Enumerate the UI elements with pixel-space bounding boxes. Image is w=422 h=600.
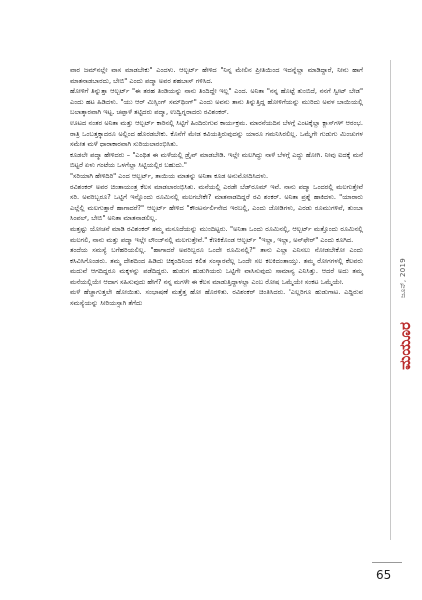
magazine-logo: ಮಯೂರ bbox=[396, 322, 414, 370]
paragraph: "ಸರಿಯಾಗಿ ಹೇಳಿದಿರಿ" ಎಂದ ಆಲ್ಬರ್ಟ್, ತಾಯಿಯ ಮಾತನ್ನು ಅನಿತಾ ಕೂಡ ಅನುಮೋದಿಸಿದಳು. bbox=[70, 171, 269, 180]
paragraph: ವಾರ ಜಮ್‌ನಲ್ಲೇ ವಾಸ ಮಾಡಬೇಕು" ಎಂದಳು. ಆಲ್ಬರ್ಟ್ ಹೇಳಿದ "ನಿನ್ನ ಮೇಲಿನ ಪ್ರೀತಿಯಿಂದ ಇದನ್ನೆಲ್ಲಾ ಮಾಡಿದ್ದಾರೆ, ನೀನು ಹಾಗೆ ಮಾತನಾಡಬಾರದು, ಬೇಬಿ" ಎಂದು ಪದ್ಮಾ ಅವರ ಶಹಬಾಸ್ ಗಳಿಸಿದ. bbox=[70, 66, 363, 85]
paragraph: ತಂದೆಯ ಸಮಸ್ಯೆ ಬಗೆಹರಿಯಲಿಲ್ಲ. "ಹಾಗಾದರೆ ಅವರಿಬ್ಬರೂ ಒಂದೇ ರೂಮಿನಲ್ಲಿ?" ತಾನು ಎಲ್ಲಾ ಎನಿಸಲು ನೋಡಬೇಕೋ ಎಂದು ಕಸಿವಿಸಿಗೊಂಡರು. ತಮ್ಮ ದೇಶದಿಂದ ಹಿಡಿದು ಚಿಕ್ಕಂದಿನಿಂದ ಕಲಿತ ಸಂಸ್ಕಾರವೆಲ್ಲ ಒಂದೇ ಸಲ ಕಲಕಿದಂತಾಯ್ತು. ತಮ್ಮ ರೋಗಗಳಲ್ಲಿ ಕೆಲವರು ಮದುವೆ ಆಗದಿದ್ದರೂ ಮಕ್ಕಳನ್ನು ಪಡೆದಿದ್ದರು. ಹುಡುಗ ಹುಡುಗಿಯರು ಒಟ್ಟಿಗೇ ವಾಸಿಸುವುದು ಸಾಮಾನ್ಯ ಎನಿಸಿತ್ತು. ಆದರೆ ಅದು ತಮ್ಮ ಮನೆಯಲ್ಲಿಯೇ ಆದಾಗ ಸಹಿಸುವುದು ಹೇಗೆ? ನನ್ನ ಮಗಳೇ ಈ ಕೆಲಸ ಮಾಡುತ್ತಿದ್ದಾಳಲ್ಲಾ ಎಂಬ ರೋಷ ಒಮ್ಮೆಯೇ ಸಂಕಟ ಒಮ್ಮೆಯೇ. bbox=[70, 246, 363, 286]
paragraph: ರವಿಶಂಕರ್ ಅವರ ಚಿಂತಾಯಂತ್ರ ಕೆಲಸ ಮಾಡಲಾರಂಭಿಸಿತು. ಮನೆಯಲ್ಲಿ ಎರಡೇ ಬೆಡ್‌ರೂಮ್ ಇವೆ. ನಾನು ಪದ್ಮಾ ಒಂದರಲ್ಲಿ ಮಲಗುತ್ತೇವೆ ಸರಿ. ಅವರಿಬ್ಬರೂ? ಒಟ್ಟಿಗೆ ಇನ್ನೊಂದು ರೂಮಿನಲ್ಲಿ ಮಲಗಬೇಕೇ? ಮಾತನಾಡದಿದ್ದರೆ ರವಿ ಶಂಕರ್. ಅನಿತಾ ಪ್ರಶ್ನೆ ಹಾಕಿದಳು. "ಯಾರಾರು ಎಲ್ಲೆಲ್ಲಿ ಮಲಗುತ್ತಾರೆ ಹಾಗಾದರೆ?" ಆಲ್ಬರ್ಟ್ ಹೇಳಿದ "ಕೌಂಟರ್ನರ್ಲಿನೇದ ಇರಬಲ್ಲಿ, ಎಂದು ಜೋಡಿಗಳು, ಎರಡು ರೂಮುಗಳಿವೆ, ತುಂಬಾ ಸಿಂಪಲ್, ಬೇಬಿ" ಅನಿತಾ ಮಾತನಾಡಲಿಲ್ಲ. bbox=[70, 182, 363, 223]
paragraph: ಮತ್ತಷ್ಟು ಯೋಚನೆ ಮಾಡಿ ರವಿಶಂಕರ್ ತಮ್ಮ ಮಸೂದೆಯನ್ನು ಮುಂದಿಟ್ಟರು. "ಅನಿತಾ ಒಂದು ರೂಮಿನಲ್ಲಿ, ಆಲ್ಬರ್ಟ್ ಮತ್ತೊಂದು ರೂಮಿನಲ್ಲಿ ಮಲಗಲಿ, ನಾನು ಮತ್ತು ಪದ್ಮಾ ಇಲ್ಲೇ ಲೌಂಜ್‌ನಲ್ಲಿ ಮಲಗುತ್ತೇವೆ." ಕೆಣಕಿಕೊಂಡ ಆಲ್ಬರ್ಟ್ "ಇಲ್ಲಾ, ಇಲ್ಲಾ, ಅನ್‌ಫೇರ್" ಎಂದು ಕೂಗಿದ. bbox=[70, 224, 363, 244]
paragraph: ಮಳೆ ಹೆಚ್ಚಾಗುತ್ತಲೇ ಹೋಯಿತು. ಸಂಭಾಷಣೆ ಮತ್ತೆತ್ತ ಹೋ ಹೊರಳಿತು. ರವಿಶಂಕರ್ ಚಿಂತಿಸಿದರು. 'ಎಲ್ಲರಿಗೂ ಹುಡುಗಾಟ. ಎದ್ದಿರುವ ಸಮಸ್ಯೆಯನ್ನು ಸೀರಿಯಸ್ಸಾಗಿ ತೆಗೆದು bbox=[70, 288, 363, 308]
issue-date: ಜೂನ್, 2019 bbox=[399, 258, 407, 298]
page-number-divider bbox=[372, 562, 402, 563]
paragraph: ಹೋಳಿಗೆ ತಿನ್ನುತ್ತಾ ಆಲ್ಬರ್ಟ್ "ಈ ತರಹ ತಿಂಡಿಯನ್ನು ನಾನು ತಿಂದಿದ್ದೇ ಇಲ್ಲ" ಎಂದ. ಅನಿತಾ "ನನ್ನ ಹೊಟ್ಟೆ ತುಂಬಿದೆ, ನನಗೆ ಸ್ವೀಟ್ ಬೇಡ" ಎಂದು ಹಟ ಹಿಡಿದಳು. "ಯು ಆರ್ ಮಿಸ್ಸಿಂಗ್ ಸಮ್‌ಥಿಂಗ್" ಎಂದು ಅವನು ತಾನು ತಿನ್ನುತ್ತಿದ್ದ ಹೋಳಿಗೆಯನ್ನು ಮುರಿದು ಅವಳ ಬಾಯಿಯಲ್ಲಿ ಬಲಾತ್ಕಾರವಾಗಿ ಇಟ್ಟ. ಚಪ್ಪಾಳೆ ತಟ್ಟಿದರು ಪದ್ಮಾ, ಉದ್ವಿಗ್ನರಾದರು ರವಿಶಂಕರ್. bbox=[70, 87, 363, 117]
article-body bbox=[70, 65, 363, 309]
sidebar-divider bbox=[390, 60, 391, 540]
page-sidebar bbox=[386, 0, 422, 600]
page-number: 65 bbox=[376, 568, 392, 582]
paragraph: ಊಟದ ನಂತರ ಅನಿತಾ ಮತ್ತು ಆಲ್ಬರ್ಟ್ ಕಾರಿನಲ್ಲಿ ಸಿಟ್ಟಿಗೆ ಹಿಂದಿರುಗುವ ಕಾರ್ಯಕ್ರಮ. ಮಾರನೆಯದಿನ ಬೆಳಗ್ಗೆ ಎಂಟಕ್ಕೆಲ್ಲಾ ಕ್ಲಾಸ್‌ಗಳ್ ಆರಂಭ. ರಾತ್ರಿ ಒಂಬತ್ತಕ್ಕಾದರೂ ಅಲ್ಲಿಂದ ಹೊರಡಬೇಕು. ಕೊನೆಗೆ ಮೇಡ ಕವಿಯತ್ತಿರುವುದನ್ನು ಯಾರೂ ಗಮನಿಸಿರಲಿಲ್ಲ. ಒಮ್ಮೆಗೇ ಗುಡುಗು ಮಿಂಚುಗಳ ಸಮೇತ ಮಳೆ ಧಾರಾಕಾರವಾಗಿ ಸುರಿಯಲಾರಂಭಿಸಿತು. bbox=[70, 118, 363, 149]
paragraph: ಕೂಡಲೇ ಪದ್ಮಾ ಹೇಳಿದರು – "ಎಂಥಿತ ಈ ಮಳೆಯಲ್ಲಿ ಡ್ರೈವ್ ಮಾಡಬೇಡಿ. ಇಲ್ಲೇ ಮಲಗಿದ್ದು ನಾಳೆ ಬೆಳಗ್ಗೆ ಎದ್ದು ಹೋಗಿ. ನೀವು ಐದಕ್ಕೆ ಮನೆ ಬಿಟ್ಟರೆ ಏಳು ಗಂಟೆಯ ಒಳಗೆಲ್ಲಾ ಸಿಟ್ಟಿಯಲ್ಲಿರ ಬಹುದು." bbox=[70, 150, 363, 170]
